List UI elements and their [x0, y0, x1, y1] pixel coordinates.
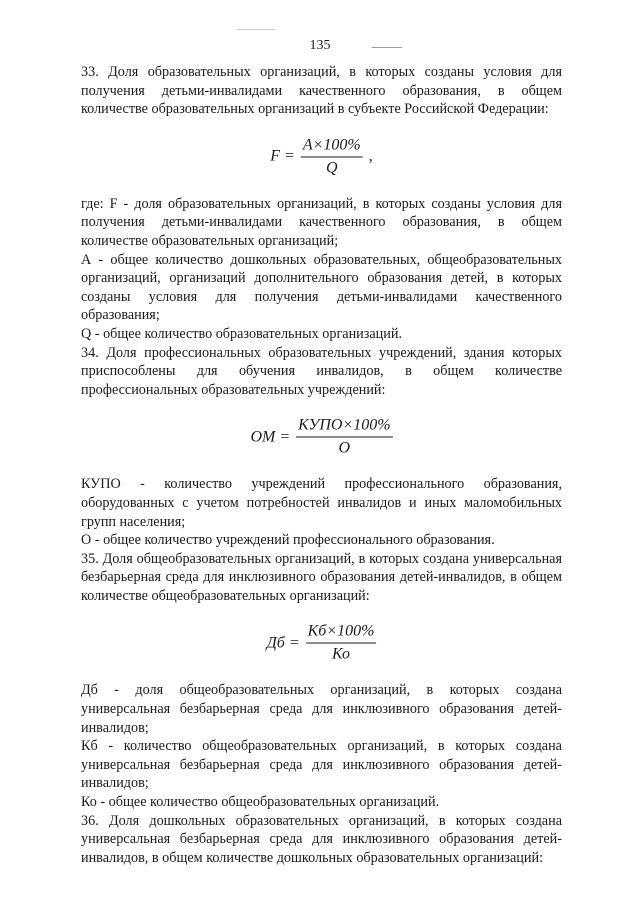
formula-block: [81, 605, 562, 681]
paragraph: А - общее количество дошкольных образовательных, общеобразовательных организаций, организаций дополнительного образования детей, в которых созданы условия для получения детьми-инвалидами качественного образования;: [81, 251, 562, 324]
scan-speck: [372, 47, 402, 48]
fraction-numerator: КУПО×100%: [296, 417, 392, 438]
formula-trailing-punctuation: ,: [368, 147, 373, 165]
paragraph: КУПО - количество учреждений профессионального образования, оборудованных с учетом потребностей инвалидов и иных маломобильных групп населения;: [81, 476, 562, 530]
fraction: [306, 623, 377, 664]
paragraph: Ко - общее количество общеобразовательных организаций.: [81, 794, 440, 811]
formula-block: [81, 399, 562, 475]
paragraph: 33. Доля образовательных организаций, в которых созданы условия для получения детьми-инвалидами качественного образования, в общем количестве образовательных организаций в субъекте Российской Федерации:: [81, 64, 562, 118]
paragraph: 35. Доля общеобразовательных организаций, в которых создана универсальная безбарьерная среда для инклюзивного образования детей-инвалидов, в общем количестве общеобразовательных организаций:: [81, 550, 562, 604]
paragraph: Дб - доля общеобразовательных организаций, в которых создана универсальная безбарьерная среда для инклюзивного образования детей-инвалидов;: [81, 682, 562, 736]
paragraph: где: F - доля образовательных организаций, в которых созданы условия для получения детьми-инвалидами качественного образования, в общем количестве образовательных организаций;: [81, 195, 562, 249]
paragraph: Q - общее количество образовательных организаций.: [81, 325, 403, 342]
formula: [270, 136, 372, 177]
formula-lhs: F =: [270, 147, 295, 165]
fraction-denominator: О: [338, 439, 351, 457]
formula: [250, 417, 392, 458]
page-number: 135: [309, 38, 331, 53]
fraction: [301, 136, 363, 177]
fraction-numerator: A×100%: [301, 136, 363, 157]
formula: [267, 623, 377, 664]
formula-block: [81, 119, 562, 195]
formula-lhs: ОМ =: [250, 428, 291, 446]
paragraph: О - общее количество учреждений профессионального образования.: [81, 532, 495, 549]
fraction-denominator: Q: [326, 159, 338, 177]
fraction-numerator: Кб×100%: [306, 623, 377, 644]
fraction-denominator: Ко: [332, 645, 351, 663]
scan-speck: [236, 29, 276, 30]
fraction: [296, 417, 392, 458]
paragraph: 36. Доля дошкольных образовательных организаций, в которых создана универсальная безбарьерная среда для инклюзивного образования детей-инвалидов, в общем количестве дошкольных образовательных организаций:: [81, 812, 562, 866]
paragraph: 34. Доля профессиональных образовательных учреждений, здания которых приспособлены для обучения инвалидов, в общем количестве профессиональных образовательных учреждений:: [81, 344, 562, 398]
document-body: [81, 63, 562, 867]
paragraph: Кб - количество общеобразовательных организаций, в которых создана универсальная безбарьерная среда для инклюзивного образования детей-инвалидов;: [81, 738, 562, 792]
formula-lhs: Дб =: [266, 634, 300, 652]
